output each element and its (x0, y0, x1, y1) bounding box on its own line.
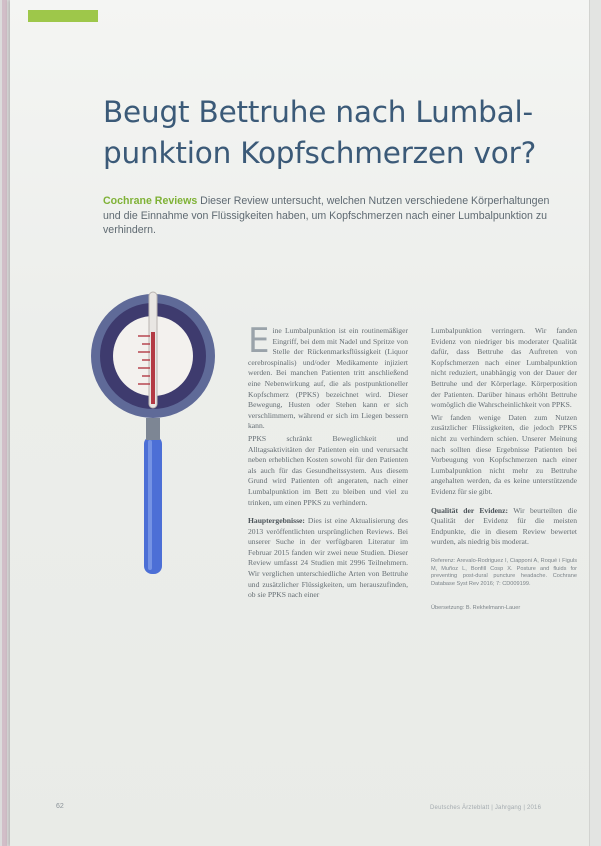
col2-paragraph-3 (431, 506, 577, 548)
page-number: 62 (56, 803, 64, 810)
handle-highlight (148, 440, 152, 570)
thermometer-mercury (151, 332, 155, 404)
col1-p1-text: ine Lumbalpunktion ist ein routinemäßiger Eingriff, bei dem mit Nadel und Spritze von Stelle der Rückenmarksflüssigkeit (Liquor cerebrospinalis) und/oder Medikamente injiziert werden. Bei manchen Patienten tritt anschließend eine Nebenwirkung auf, die als postpunktioneller Kopfschmerz (PPKS) bezeichnet wird. Dieser Bewegung, Husten oder Stehen kann er sich verschlimmern, während er sich im Liegen bessern kann. (248, 326, 408, 431)
intro-text: Dieser Review untersucht, welchen Nutzen verschiedene Körperhaltungen und die Einnahme von Flüssigkeiten haben, um Kopfschmerzen nach einer Lumbalpunktion zu verhindern. (103, 195, 550, 236)
handle-neck (146, 418, 160, 440)
col1-paragraph-1 (248, 321, 408, 432)
magnifier-handle (144, 436, 162, 574)
col2-paragraph-2: Wir fanden wenige Daten zum Nutzen zusätzlicher Flüssigkeiten, die jedoch PPKS nicht zu verhindern schien. Unserer Meinung nach sollten diese Ergebnisse Patienten bei Vorbeugung von Kopfschmerzen nach einer Lumbalpunktion nicht mehr zu Bettruhe angehalten werden, da es keine unterstützende Evidenz für sie gibt. (431, 412, 577, 496)
article-intro (103, 194, 563, 238)
drop-cap: E (248, 321, 270, 361)
intro-kicker: Cochrane Reviews (103, 195, 198, 207)
page-footer: Deutsches Ärzteblatt | Jahrgang | 2016 (430, 805, 542, 811)
translator-note: Übersetzung: B. Rekhelmann-Lauer (431, 605, 521, 612)
col2-p3-text: Wir beurteilten die Qualität der Evidenz für die meisten Endpunkte, die in diesem Review bewertet wurden, als niedrig bis moderat. (431, 505, 577, 547)
col2-paragraph-1: Lumbalpunktion verringern. Wir fanden Evidenz von niedriger bis moderater Qualität dafür, dass Bettruhe das Auftreten von Kopfschmerzen nach einer Lumbalpunktion nicht reduziert, unabhängig von der Dauer der Bettruhe und der Körperlage. Körperposition der Patienten. Darüber hinaus erhöht Bettruhe womöglich die Wahrscheinlichkeit von PPKS. (431, 326, 577, 410)
next-page-edge (589, 0, 601, 846)
main-results-heading: Hauptergebnisse: (248, 516, 305, 526)
magnifying-glass-thermometer-icon (88, 284, 218, 584)
text-column-2 (431, 326, 577, 616)
reference-note: Referenz: Arevalo-Rodriguez I, Ciapponi A, Roqué i Figuls M, Muñoz L, Bonfill Cosp X. Posture and fluids for preventing post-dural puncture headache. Cochrane Database Syst Rev 2016; 7: CD009199. (431, 557, 577, 588)
section-tab (28, 10, 98, 22)
col1-paragraph-3 (248, 516, 408, 601)
article-title (103, 92, 563, 174)
col1-paragraph-2: PPKS schränkt Beweglichkeit und Alltagsaktivitäten der Patienten ein und verursacht neben erheblichen Kosten sowohl für den Patienten als auch für das Gesundheitssystem. Aus diesem Grund wird Patienten oft angeraten, nach einer Lumbalpunktion im Bett zu bleiben und viel zu trinken, um einen PPKS zu verhindern. (248, 433, 408, 507)
evidence-quality-heading: Qualität der Evidenz: (431, 505, 509, 515)
title-line-2: punktion Kopfschmerzen vor? (103, 136, 537, 170)
text-column-1 (248, 321, 408, 603)
col1-p3-text: Dies ist eine Aktualisierung des 2013 veröffentlichten ursprünglichen Reviews. Bei unserer Suche in der verfügbaren Literatur im Februar 2015 fanden wir zwei neue Studien. Dieser Review umfasst 24 Studien mit 2996 Teilnehmern. Wir verglichen unterschiedliche Arten von Bettruhe und zusätzlicher Flüssigkeiten, um herauszufinden, ob sie PPKS nach einer (248, 516, 408, 600)
illustration-svg (88, 284, 218, 584)
title-line-1: Beugt Bettruhe nach Lumbal- (103, 95, 533, 129)
page-edge (0, 0, 10, 846)
